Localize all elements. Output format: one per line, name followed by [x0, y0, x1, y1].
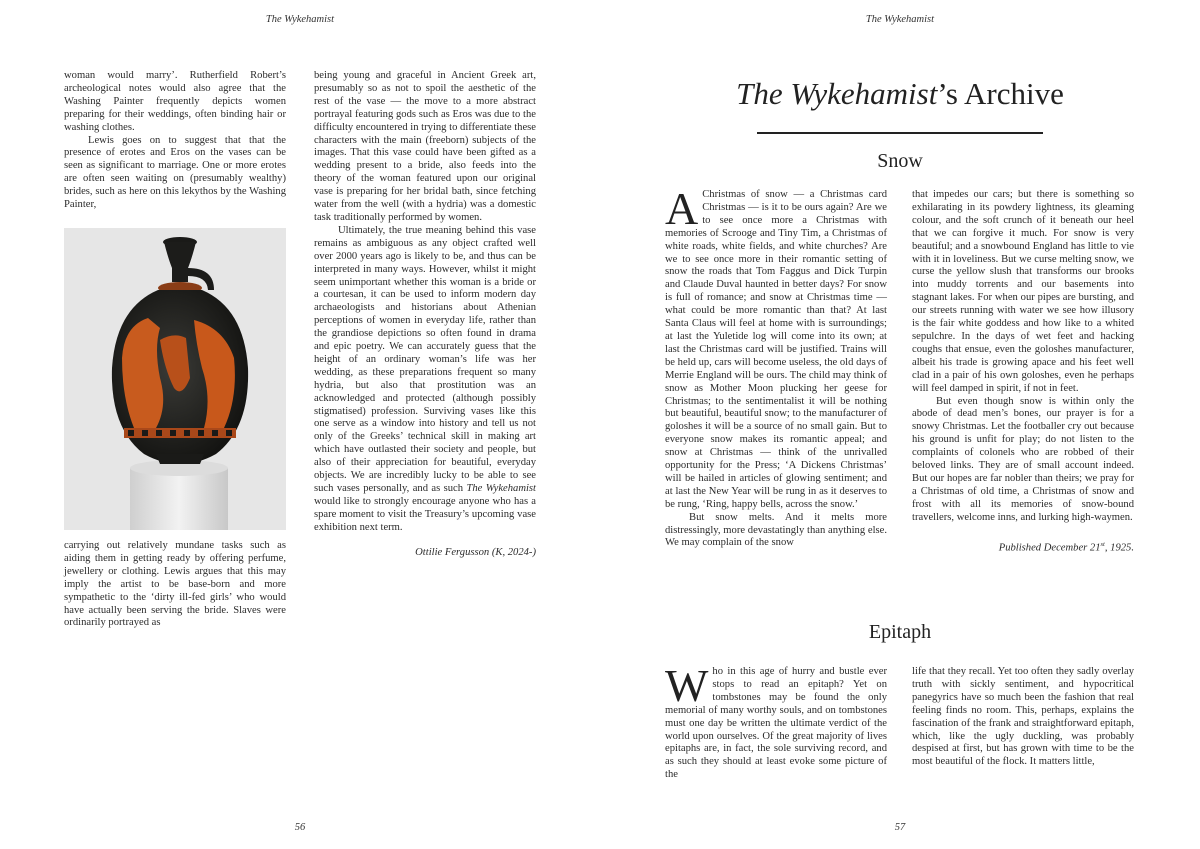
- paragraph: carrying out relatively mundane tasks such as aiding them in getting ready by offering perfume, jewellery or clothing. Lewis argues that this may imply the artist to be base-born and more sympathetic to the ‘dirty ill-fed girls’ who would have actually been serving the bride. Slaves were ordinarily portrayed as: [64, 540, 286, 629]
- magazine-name-italic: The Wykehamist: [466, 483, 536, 494]
- page-number-right: 57: [894, 822, 906, 833]
- archive-title-italic: The Wykehamist: [736, 76, 938, 111]
- snow-heading: Snow: [877, 150, 923, 172]
- running-head-right: The Wykehamist: [865, 14, 935, 25]
- archive-title: [600, 76, 1200, 112]
- drop-cap: A: [665, 183, 699, 234]
- epitaph-column-2: [912, 666, 1134, 769]
- paragraph: [665, 183, 887, 512]
- paragraph: But snow melts. And it melts more distressingly, more devastatingly than anything else. We may complain of the snow: [665, 511, 887, 549]
- snow-column-1: [665, 183, 887, 550]
- lekythos-vase-photo: [64, 228, 286, 530]
- paragraph: Lewis goes on to suggest that that the presence of erotes and Eros on the vases can be seen as significant to marriage. One or more erotes are often seen waiting on (presumably wealthy) brides, such as here on this lekythos by the Washing Painter,: [64, 134, 286, 211]
- vase-illustration: [64, 228, 286, 530]
- page-number-left: 56: [294, 822, 306, 833]
- paragraph: being young and graceful in Ancient Greek art, presumably so as not to spoil the aesthetic of the rest of the vase — the move to a more abstract portrayal featuring gods such as Eros was due to the difficulty encountered in trying to differentiate these characters with the main (freeborn) subjects of the images. That this vase could have been gifted as a wedding present to a bride, also feeds into the theory of the woman featured upon our original vase is preparing for her bridal bath, since fetching water from the well (with a hydria) was a domestic task traditionally performed by women.: [314, 70, 537, 223]
- publication-year: , 1925.: [1104, 542, 1134, 554]
- paragraph: that impedes our cars; but there is something so exhilarating in its powdery lightness, its gleaming colour, and the soft crunch of it beneath our heel that we can forgive it much. For snow is very beautiful; and a snowbound England has little to vie with it in loveliness. But we curse melting snow, we curse the yellow slush that transforms our brooks into muddy torrents and our basements into stagnant lakes. For when our pipes are bursting, and our streets running with water we see how illusory is the fair white goddess and how like to a whited sepulchre. In the days of wet feet and hacking coughs that ensue, even the goloshes manufacturer, albeit his trade is growing apace and his feet well clad in a pair of his own goloshes, even he perhaps will feel damped in spirit, if not in feet.: [912, 189, 1134, 394]
- paragraph: [665, 660, 887, 782]
- paragraph-tail: would like to strongly encourage anyone who has a spare moment to visit the Treasury’s upcoming vase exhibition next term.: [314, 495, 536, 533]
- left-column-1-bottom: [64, 540, 286, 630]
- paragraph: But even though snow is within only the abode of dead men’s bones, our prayer is for a snowy Christmas. Let the footballer cry out because his ground is unfit for play; do not listen to the complaints of colonels who are robbed of their beloved links. They are of small account indeed. But our hopes are far nobler than theirs; we pray for a Christmas of old time, a Christmas of snow and frost with all its memories of snow-bound travellers, welcome inns, and lurking high-waymen.: [912, 395, 1134, 523]
- epitaph-column-1: [665, 660, 887, 782]
- author-signature: Ottilie Fergusson (K, 2024-): [415, 546, 536, 558]
- left-column-2: [314, 70, 536, 560]
- paragraph: [314, 225, 536, 535]
- paragraph-text: Christmas of snow — a Christmas card Christmas — is it to be ours again? Are we to see once more a Christmas with memories of Scrooge and Tiny Tim, a Christmas of white roads, white fields, and white churches? Are we to see once more in their romantic setting of snow the roads that Tom Faggus and Dick Turpin and Claude Duval haunted in better days? For snow is full of romance; and snow at Christmas time — what could be more romantic than that? At last Santa Claus will feel at home with is surroundings; at last the Yuletide log will come into its own; at last the Christmas card will be justified. Trains will be held up, cars will become useless, the old days of Merrie England will be ours. The child may think of snow as Mother Moon plucking her geese for Christmas; to the sentimentalist it will be nothing but beautiful, beautiful snow; to the manufacturer of goloshes it will be a source of no small gain. But to everyone snow makes its romantic appeal; and snow at Christmas — think of the unrivalled opportunity for the Press; ‘A Dickens Christmas’ will be hailed in articles of glowing sentiment; and at last the New Year will be rung in as it deserves to be rung, ‘Ring, happy bells, across the snow.’: [665, 189, 887, 510]
- paragraph-text: Ultimately, the true meaning behind this vase remains as ambiguous as any object crafted well over 2000 years ago is likely to be, and thus can be interpreted in many ways. However, whilst it might seem unimportant whether this woman is a bride or a courtesan, it can be used to inform modern day archaeologists and historians about Athenian perceptions of women in everyday life, rather than the grandiose depictions so often found in drama and epic poetry. We can accurately guess that the height of an ordinary woman’s life was her wedding, as these preparations frequent so many hydria, but also that prostitution was an acknowledged and protected (although possibly stigmatised) profession. Surviving vases like this one serve as a window into history and tell us not only of the Greeks’ technical skill in making art which have outlasted their society and people, but also of their appreciation for beautiful, everyday objects. We are incredibly lucky to be able to see such vases personally, and as such: [314, 224, 536, 494]
- publication-date-text: Published December 21: [998, 542, 1101, 554]
- title-rule: [757, 132, 1043, 134]
- epitaph-heading: Epitaph: [868, 621, 932, 643]
- archive-title-rest: ’s Archive: [937, 76, 1064, 111]
- left-column-1-top: [64, 70, 286, 212]
- publication-date: [912, 539, 1134, 555]
- paragraph-text: ho in this age of hurry and bustle ever stops to read an epitaph? Yet on tombstones may be found the only memorial of many worthy souls, and on tombstones must one day be written the ultimate verdict of the world upon ourselves. Of the great majority of lives epitaphs are, in fact, the sole surviving record, and as such they should at least evoke some picture of the: [665, 666, 887, 781]
- snow-column-2: [912, 189, 1134, 555]
- drop-cap: W: [665, 660, 709, 711]
- ordinal-suffix: st: [1100, 540, 1105, 548]
- running-head-left: The Wykehamist: [265, 14, 335, 25]
- paragraph: life that they recall. Yet too often they sadly overlay truth with sickly sentiment, and hypocritical panegyrics have so much been the fashion that real feeling finds no room. This, perhaps, explains the fascination of the frank and straightforward epitaph, which, like the ugly duckling, was probably despised at first, but has grown with time to be the most beautiful of the flock. It matters little,: [912, 666, 1134, 768]
- paragraph: woman would marry’. Rutherfield Robert’s archeological notes would also agree that the Washing Painter frequently depicts women preparing for their weddings, often binding hair or washing clothes.: [64, 70, 286, 133]
